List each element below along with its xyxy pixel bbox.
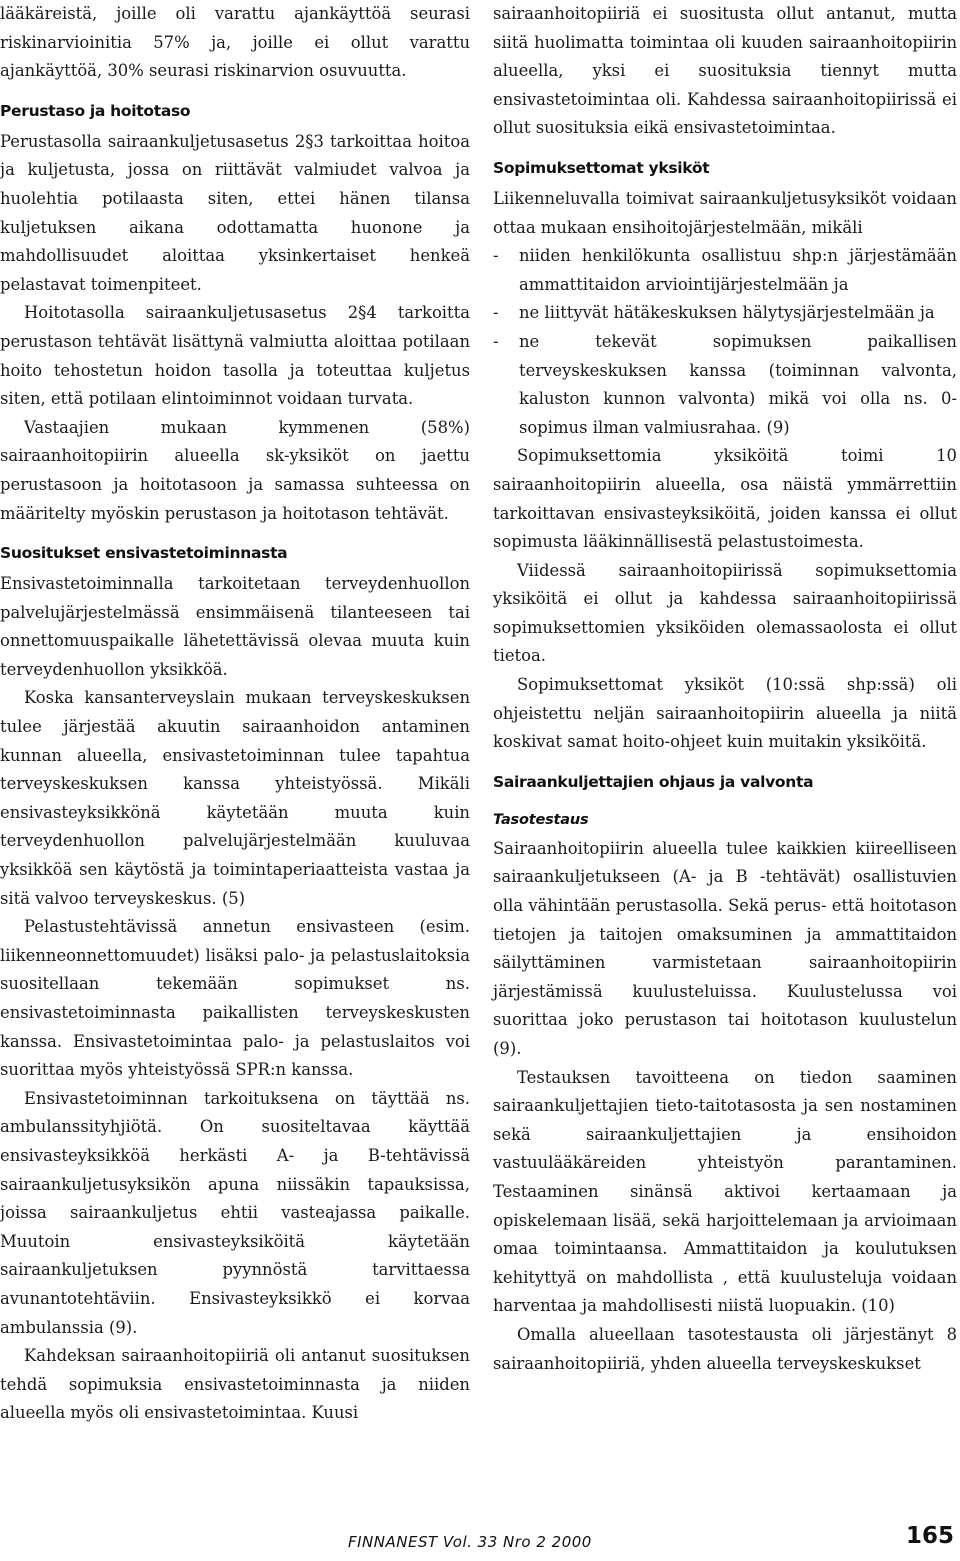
paragraph: sairaanhoitopiiriä ei suositusta ollut antanut, mutta siitä huolimatta toimintaa oli kuuden sairaanhoitopiirin alueella, yksi ei suosituksia tiennyt mutta ensivastetoimintaa oli. Kahdessa sairaanhoitopiirissä ei ollut suosituksia eikä ensivastetoimintaa. [493, 4, 957, 138]
list-item [493, 328, 957, 442]
list-dash: - [493, 331, 499, 351]
paragraph: Testauksen tavoitteena on tiedon saaminen sairaankuljettajien tieto-taitotasosta ja sen nostaminen sekä sairaankuljettajien ja ensihoidon vastuulääkäreiden yhteistyön parantaminen. Testaaminen sinänsä aktivoi kertaamaan ja opiskelemaan lisää, sekä harjoittelemaan ja arvioimaan omaa toimintaansa. Ammattitaidon ja koulutuksen kehityttyä on mahdollista , että kuulusteluja voidaan harventaa ja mahdollisesti niistä luopuakin. (10) [493, 1067, 957, 1316]
paragraph: Ensivastetoiminnan tarkoituksena on täyttää ns. ambulanssityhjiötä. On suositeltavaa käyttää ensivasteyksikköä herkästi A- ja B-tehtävissä sairaankuljetusyksikön apuna niissäkin tapauksissa, joissa sairaankuljetus ehtii vasteajassa paikalle. Muutoin ensivasteyksiköitä käytetään sairaankuljetuksen pyynnöstä tarvittaessa avunantotehtäviin. Ensivasteyksikkö ei korvaa ambulanssia (9). [0, 1088, 470, 1337]
left-column [0, 0, 470, 1428]
paragraph: Sopimuksettomat yksiköt (10:ssä shp:ssä) oli ohjeistettu neljän sairaanhoitopiirin alueella ja niitä koskivat samat hoito-ohjeet kuin muitakin yksiköitä. [493, 675, 957, 752]
paragraph: Viidessä sairaanhoitopiirissä sopimuksettomia yksiköitä ei ollut ja kahdessa sairaanhoitopiirissä sopimuksettomien yksiköiden olemassaolosta ei ollut tietoa. [493, 560, 957, 666]
section-heading-sopimuksettomat: Sopimuksettomat yksiköt [493, 158, 710, 177]
paragraph: Sopimuksettomia yksiköitä toimi 10 sairaanhoitopiirin alueella, osa näistä ymmärrettiin tarkoittavan ensivasteyksiköitä, joiden kanssa ei ollut sopimusta lääkinnällisestä pelastustoimesta. [493, 446, 957, 552]
paragraph: Koska kansanterveyslain mukaan terveyskeskuksen tulee järjestää akuutin sairaanhoidon antaminen kunnan alueella, ensivastetoiminnan tulee tapahtua terveyskeskuksen kanssa yhteistyössä. Mikäli ensivasteyksikkönä käytetään muuta kuin terveydenhuollon palvelujärjestelmään kuuluvaa yksikköä sen käytöstä ja toimintaperiaatteista vastaa ja sitä valvoo terveyskeskus. (5) [0, 688, 470, 908]
list-item-text: ne tekevät sopimuksen paikallisen terveyskeskuksen kanssa (toiminnan valvonta, kaluston kunnon valvonta) mikä voi olla ns. 0-sopimus ilman valmiusrahaa. (9) [519, 331, 957, 437]
list-dash: - [493, 246, 499, 266]
list-item [493, 299, 957, 328]
section-heading-perustaso: Perustaso ja hoitotaso [0, 101, 191, 120]
paragraph: Sairaanhoitopiirin alueella tulee kaikkien kiireelliseen sairaankuljetukseen (A- ja B -tehtävät) osallistuvien olla vähintään perustasolla. Sekä perus- että hoitotason tietojen ja taitojen omaksuminen ja ammattitaidon säilyttäminen varmistetaan sairaanhoitopiirin järjestämissä kuulusteluissa. Kuulustelussa voi suorittaa joko perustason tai hoitotason kuulustelun (9). [493, 838, 957, 1058]
right-column [493, 0, 957, 1378]
paragraph: lääkäreistä, joille oli varattu ajankäyttöä seurasi riskinarvioinitia 57% ja, joille ei ollut varattu ajankäyttöä, 30% seurasi riskinarvion osuvuutta. [0, 4, 470, 81]
paragraph: Hoitotasolla sairaankuljetusasetus 2§4 tarkoitta perustason tehtävät lisättynä valmiutta aloittaa potilaan hoito tehostetun hoidon tasolla ja toteuttaa kuljetus siten, että potilaan elintoiminnot voidaan turvata. [0, 303, 470, 409]
paragraph: Vastaajien mukaan kymmenen (58%) sairaanhoitopiirin alueella sk-yksiköt on jaettu perustasoon ja hoitotasoon ja samassa suhteessa on määritelty myöskin perustason ja hoitotason tehtävät. [0, 417, 470, 523]
requirements-list [493, 242, 957, 442]
list-item-text: niiden henkilökunta osallistuu shp:n järjestämään ammattitaidon arviointijärjestelmään ja [519, 246, 957, 294]
page-footer [0, 1521, 960, 1561]
paragraph: Kahdeksan sairaanhoitopiiriä oli antanut suosituksen tehdä sopimuksia ensivastetoiminnasta ja niiden alueella myös oli ensivastetoimintaa. Kuusi [0, 1346, 470, 1423]
page-number: 165 [905, 1523, 954, 1549]
paragraph: Liikenneluvalla toimivat sairaankuljetusyksiköt voidaan ottaa mukaan ensihoitojärjestelmään, mikäli [493, 188, 957, 237]
journal-citation: FINNANEST Vol. 33 Nro 2 2000 [348, 1533, 592, 1551]
paragraph: Ensivastetoiminnalla tarkoitetaan terveydenhuollon palvelujärjestelmässä ensimmäisenä tilanteeseen tai onnettomuuspaikalle lähetettävissä olevaa muuta kuin terveydenhuollon yksikköä. [0, 574, 470, 679]
section-heading-ohjaus: Sairaankuljettajien ohjaus ja valvonta [493, 772, 814, 791]
section-heading-suositukset: Suositukset ensivastetoiminnasta [0, 544, 288, 563]
paragraph: Perustasolla sairaankuljetusasetus 2§3 tarkoittaa hoitoa ja kuljetusta, jossa on riittävät valmiudet valvoa ja huolehtia potilaasta siten, ettei hänen tilansa kuljetuksen aikana odottamatta huonone ja mahdollisuudet aloittaa yksinkertaiset henkeä pelastavat toimenpiteet. [0, 131, 470, 294]
paragraph: Omalla alueellaan tasotestausta oli järjestänyt 8 sairaanhoitopiiriä, yhden alueella terveyskeskukset [493, 1324, 957, 1373]
list-item [493, 242, 957, 299]
list-item-text: ne liittyvät hätäkeskuksen hälytysjärjestelmään ja [519, 303, 935, 323]
subheading-tasotestaus: Tasotestaus [493, 811, 589, 828]
paragraph: Pelastustehtävissä annetun ensivasteen (esim. liikenneonnettomuudet) lisäksi palo- ja pelastuslaitoksia suositellaan tekemään sopimukset ns. ensivastetoiminnasta paikallisten terveyskeskusten kanssa. Ensivastetoimintaa palo- ja pelastuslaitos voi suorittaa myös yhteistyössä SPR:n kanssa. [0, 917, 470, 1080]
list-dash: - [493, 303, 499, 323]
